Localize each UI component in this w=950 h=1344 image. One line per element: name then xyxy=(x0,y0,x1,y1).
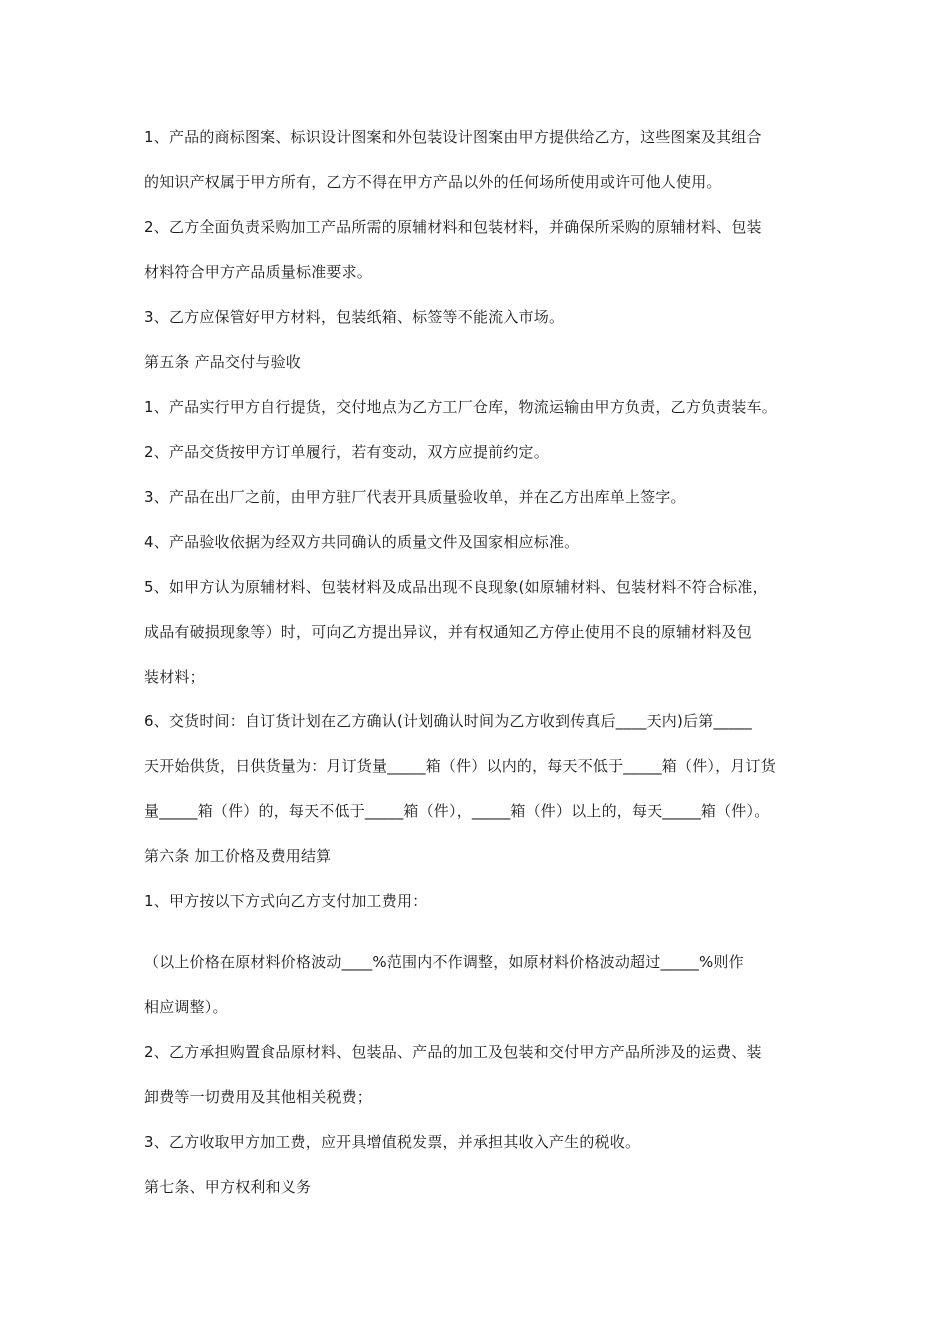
clause-5-item-6-line-2: 天开始供货，日供货量为：月订货量_____箱（件）以内的，每天不低于_____箱（件），月订货 xyxy=(144,757,776,775)
price-note-line-1: （以上价格在原材料价格波动____%范围内不作调整，如原材料价格波动超过_____%则作 xyxy=(144,953,744,971)
section-heading-article-7: 第七条、甲方权利和义务 xyxy=(144,1178,312,1196)
price-note-line-2: 相应调整）。 xyxy=(144,998,228,1016)
clause-4-item-3: 3、乙方应保管好甲方材料，包装纸箱、标签等不能流入市场。 xyxy=(144,308,565,326)
clause-5-item-5-line-1: 5、如甲方认为原辅材料、包装材料及成品出现不良现象(如原辅材料、包装材料不符合标准， xyxy=(144,578,768,596)
section-heading-article-6: 第六条 加工价格及费用结算 xyxy=(144,847,332,865)
clause-5-item-5-line-3: 装材料； xyxy=(144,668,205,686)
clause-4-item-1-line-1: 1、产品的商标图案、标识设计图案和外包装设计图案由甲方提供给乙方，这些图案及其组合 xyxy=(144,128,762,146)
clause-5-item-4: 4、产品验收依据为经双方共同确认的质量文件及国家相应标准。 xyxy=(144,533,580,551)
clause-4-item-2-line-2: 材料符合甲方产品质量标准要求。 xyxy=(144,263,373,281)
clause-6-item-3: 3、乙方收取甲方加工费，应开具增值税发票，并承担其收入产生的税收。 xyxy=(144,1133,641,1151)
clause-4-item-1-line-2: 的知识产权属于甲方所有，乙方不得在甲方产品以外的任何场所使用或许可他人使用。 xyxy=(144,173,722,191)
clause-6-item-1: 1、甲方按以下方式向乙方支付加工费用： xyxy=(144,892,428,910)
clause-5-item-1: 1、产品实行甲方自行提货，交付地点为乙方工厂仓库，物流运输由甲方负责，乙方负责装车。 xyxy=(144,398,777,416)
clause-5-item-2: 2、产品交货按甲方订单履行，若有变动，双方应提前约定。 xyxy=(144,443,549,461)
clause-5-item-6-line-1: 6、交货时间：自订货计划在乙方确认(计划确认时间为乙方收到传真后____天内)后第_____ xyxy=(144,712,752,730)
section-heading-article-5: 第五条 产品交付与验收 xyxy=(144,353,301,371)
clause-6-item-2-line-2: 卸费等一切费用及其他相关税费； xyxy=(144,1088,373,1106)
clause-5-item-5-line-2: 成品有破损现象等）时，可向乙方提出异议，并有权通知乙方停止使用不良的原辅材料及包 xyxy=(144,623,753,641)
clause-4-item-2-line-1: 2、乙方全面负责采购加工产品所需的原辅材料和包装材料，并确保所采购的原辅材料、包装 xyxy=(144,218,762,236)
clause-5-item-6-line-3: 量_____箱（件）的，每天不低于_____箱（件），_____箱（件）以上的，每天_____箱（件）。 xyxy=(144,802,770,820)
clause-5-item-3: 3、产品在出厂之前，由甲方驻厂代表开具质量验收单，并在乙方出库单上签字。 xyxy=(144,488,686,506)
clause-6-item-2-line-1: 2、乙方承担购置食品原材料、包装品、产品的加工及包装和交付甲方产品所涉及的运费、装 xyxy=(144,1043,762,1061)
